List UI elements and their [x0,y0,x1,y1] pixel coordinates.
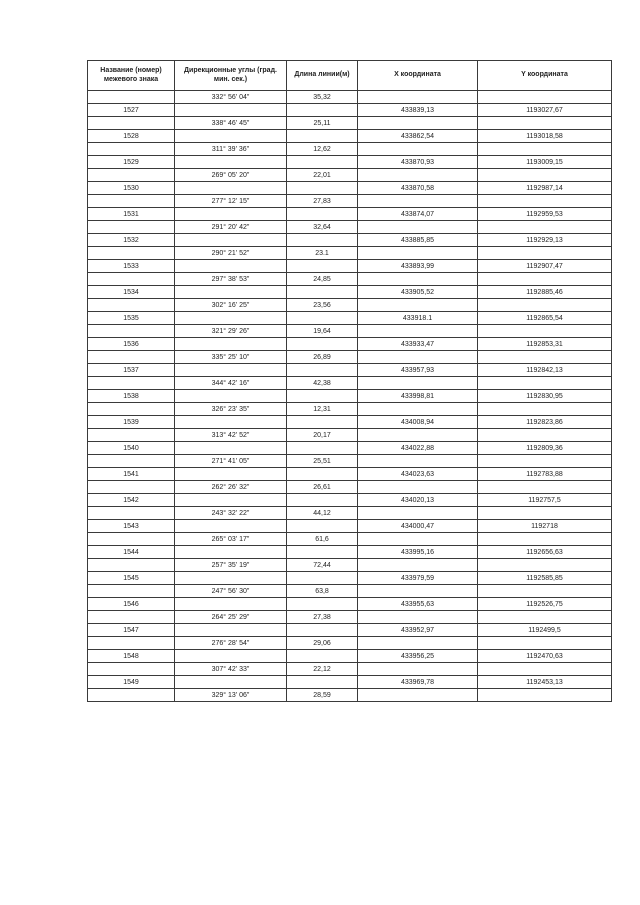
point-row [88,286,612,299]
line-length: 25,51 [287,455,358,468]
x-coordinate: 433955,63 [358,598,478,611]
segment-row [88,377,612,390]
segment-y-cell [478,481,612,494]
segment-y-cell [478,429,612,442]
point-row [88,156,612,169]
direction-angle: 332° 56' 04" [175,91,287,104]
header-direction-angles: Дирекционные углы (град. мин. сек.) [175,61,287,91]
point-row [88,260,612,273]
segment-x-cell [358,611,478,624]
x-coordinate: 433995,16 [358,546,478,559]
segment-name-cell [88,611,175,624]
segment-row [88,117,612,130]
header-y-coordinate: Y координата [478,61,612,91]
segment-y-cell [478,143,612,156]
line-length: 44,12 [287,507,358,520]
direction-angle: 271° 41' 05" [175,455,287,468]
point-row [88,468,612,481]
y-coordinate: 1192885,46 [478,286,612,299]
line-length: 61,6 [287,533,358,546]
segment-name-cell [88,429,175,442]
point-angle-cell [175,494,287,507]
segment-name-cell [88,299,175,312]
segment-y-cell [478,507,612,520]
header-marker-name: Название (номер) межевого знака [88,61,175,91]
segment-x-cell [358,637,478,650]
segment-name-cell [88,507,175,520]
direction-angle: 291° 20' 42" [175,221,287,234]
marker-name: 1529 [88,156,175,169]
segment-row [88,273,612,286]
line-length: 23.1 [287,247,358,260]
marker-name: 1535 [88,312,175,325]
point-angle-cell [175,338,287,351]
line-length: 25,11 [287,117,358,130]
point-length-cell [287,572,358,585]
direction-angle: 257° 35' 19" [175,559,287,572]
segment-name-cell [88,143,175,156]
segment-row [88,429,612,442]
direction-angle: 326° 23' 35" [175,403,287,416]
direction-angle: 269° 05' 20" [175,169,287,182]
segment-name-cell [88,273,175,286]
point-length-cell [287,234,358,247]
point-length-cell [287,624,358,637]
y-coordinate: 1193027,67 [478,104,612,117]
segment-y-cell [478,273,612,286]
point-length-cell [287,364,358,377]
line-length: 29,06 [287,637,358,650]
direction-angle: 277° 12' 15" [175,195,287,208]
marker-name: 1548 [88,650,175,663]
segment-name-cell [88,455,175,468]
marker-name: 1549 [88,676,175,689]
point-length-cell [287,286,358,299]
point-length-cell [287,260,358,273]
line-length: 19,64 [287,325,358,338]
point-row [88,624,612,637]
segment-row [88,455,612,468]
marker-name: 1536 [88,338,175,351]
marker-name: 1540 [88,442,175,455]
segment-name-cell [88,169,175,182]
segment-row [88,221,612,234]
segment-name-cell [88,221,175,234]
y-coordinate: 1192783,88 [478,468,612,481]
marker-name: 1533 [88,260,175,273]
direction-angle: 264° 25' 29" [175,611,287,624]
segment-y-cell [478,403,612,416]
point-row [88,442,612,455]
x-coordinate: 433893,99 [358,260,478,273]
marker-name: 1545 [88,572,175,585]
segment-x-cell [358,299,478,312]
segment-y-cell [478,195,612,208]
x-coordinate: 433957,93 [358,364,478,377]
point-length-cell [287,442,358,455]
segment-y-cell [478,117,612,130]
point-row [88,312,612,325]
x-coordinate: 433862,54 [358,130,478,143]
marker-name: 1528 [88,130,175,143]
point-row [88,676,612,689]
segment-y-cell [478,689,612,702]
point-row [88,234,612,247]
point-angle-cell [175,520,287,533]
point-length-cell [287,468,358,481]
line-length: 72,44 [287,559,358,572]
y-coordinate: 1192757,5 [478,494,612,507]
point-row [88,364,612,377]
line-length: 32,64 [287,221,358,234]
point-row [88,182,612,195]
point-angle-cell [175,182,287,195]
segment-row [88,143,612,156]
segment-x-cell [358,195,478,208]
point-length-cell [287,156,358,169]
segment-y-cell [478,533,612,546]
segment-row [88,247,612,260]
marker-name: 1537 [88,364,175,377]
x-coordinate: 434008,94 [358,416,478,429]
line-length: 26,89 [287,351,358,364]
point-length-cell [287,416,358,429]
point-length-cell [287,676,358,689]
marker-name: 1542 [88,494,175,507]
line-length: 35,32 [287,91,358,104]
marker-name: 1539 [88,416,175,429]
segment-y-cell [478,377,612,390]
segment-y-cell [478,325,612,338]
x-coordinate: 433933,47 [358,338,478,351]
segment-x-cell [358,481,478,494]
y-coordinate: 1192907,47 [478,260,612,273]
segment-y-cell [478,455,612,468]
segment-y-cell [478,585,612,598]
segment-x-cell [358,143,478,156]
segment-x-cell [358,325,478,338]
marker-name: 1541 [88,468,175,481]
x-coordinate: 433979,59 [358,572,478,585]
segment-y-cell [478,299,612,312]
segment-row [88,195,612,208]
segment-name-cell [88,663,175,676]
y-coordinate: 1192718 [478,520,612,533]
direction-angle: 313° 42' 52" [175,429,287,442]
point-row [88,104,612,117]
point-angle-cell [175,650,287,663]
y-coordinate: 1192865,54 [478,312,612,325]
y-coordinate: 1192470,63 [478,650,612,663]
point-angle-cell [175,624,287,637]
x-coordinate: 433870,58 [358,182,478,195]
segment-row [88,507,612,520]
y-coordinate: 1192842,13 [478,364,612,377]
segment-row [88,585,612,598]
segment-y-cell [478,221,612,234]
segment-name-cell [88,585,175,598]
segment-row [88,91,612,104]
y-coordinate: 1192823,86 [478,416,612,429]
marker-name: 1532 [88,234,175,247]
direction-angle: 344° 42' 16" [175,377,287,390]
segment-row [88,559,612,572]
segment-row [88,325,612,338]
segment-row [88,689,612,702]
segment-x-cell [358,403,478,416]
marker-name: 1531 [88,208,175,221]
direction-angle: 307° 42' 33" [175,663,287,676]
table-header-row [88,61,612,91]
segment-x-cell [358,91,478,104]
x-coordinate: 433918.1 [358,312,478,325]
x-coordinate: 433905,52 [358,286,478,299]
segment-x-cell [358,117,478,130]
x-coordinate: 433952,97 [358,624,478,637]
point-angle-cell [175,416,287,429]
segment-name-cell [88,325,175,338]
segment-x-cell [358,351,478,364]
point-angle-cell [175,286,287,299]
line-length: 23,56 [287,299,358,312]
point-angle-cell [175,208,287,221]
point-angle-cell [175,676,287,689]
point-row [88,494,612,507]
segment-name-cell [88,559,175,572]
direction-angle: 262° 26' 32" [175,481,287,494]
segment-x-cell [358,455,478,468]
segment-name-cell [88,195,175,208]
y-coordinate: 1192853,31 [478,338,612,351]
x-coordinate: 433839,13 [358,104,478,117]
marker-name: 1538 [88,390,175,403]
point-angle-cell [175,130,287,143]
segment-name-cell [88,533,175,546]
marker-name: 1547 [88,624,175,637]
segment-name-cell [88,689,175,702]
x-coordinate: 433870,93 [358,156,478,169]
line-length: 27,38 [287,611,358,624]
segment-y-cell [478,169,612,182]
line-length: 22,12 [287,663,358,676]
segment-x-cell [358,273,478,286]
point-row [88,598,612,611]
marker-name: 1544 [88,546,175,559]
point-row [88,390,612,403]
x-coordinate: 434000,47 [358,520,478,533]
point-angle-cell [175,468,287,481]
segment-name-cell [88,91,175,104]
direction-angle: 297° 38' 53" [175,273,287,286]
point-angle-cell [175,156,287,169]
point-row [88,416,612,429]
segment-y-cell [478,559,612,572]
segment-row [88,169,612,182]
segment-x-cell [358,429,478,442]
segment-row [88,611,612,624]
point-length-cell [287,390,358,403]
line-length: 22,01 [287,169,358,182]
segment-x-cell [358,377,478,390]
table-body [88,91,612,702]
segment-y-cell [478,91,612,104]
y-coordinate: 1192526,75 [478,598,612,611]
segment-row [88,481,612,494]
segment-row [88,299,612,312]
segment-name-cell [88,481,175,494]
point-row [88,546,612,559]
point-row [88,520,612,533]
x-coordinate: 433874,07 [358,208,478,221]
marker-name: 1543 [88,520,175,533]
direction-angle: 265° 03' 17" [175,533,287,546]
segment-x-cell [358,559,478,572]
point-length-cell [287,182,358,195]
y-coordinate: 1192830,95 [478,390,612,403]
marker-name: 1534 [88,286,175,299]
direction-angle: 243° 32' 22" [175,507,287,520]
segment-name-cell [88,117,175,130]
direction-angle: 302° 16' 25" [175,299,287,312]
segment-x-cell [358,247,478,260]
point-length-cell [287,130,358,143]
line-length: 42,38 [287,377,358,390]
line-length: 12,62 [287,143,358,156]
x-coordinate: 433956,25 [358,650,478,663]
point-length-cell [287,598,358,611]
point-length-cell [287,546,358,559]
header-x-coordinate: X координата [358,61,478,91]
segment-y-cell [478,247,612,260]
point-row [88,338,612,351]
direction-angle: 321° 29' 26" [175,325,287,338]
point-row [88,650,612,663]
segment-row [88,637,612,650]
segment-name-cell [88,351,175,364]
segment-x-cell [358,585,478,598]
segment-row [88,663,612,676]
segment-row [88,403,612,416]
point-angle-cell [175,234,287,247]
x-coordinate: 434022,88 [358,442,478,455]
segment-name-cell [88,377,175,390]
y-coordinate: 1192959,53 [478,208,612,221]
segment-y-cell [478,611,612,624]
x-coordinate: 434020,13 [358,494,478,507]
y-coordinate: 1192929,13 [478,234,612,247]
segment-row [88,533,612,546]
segment-x-cell [358,221,478,234]
direction-angle: 335° 25' 10" [175,351,287,364]
point-angle-cell [175,598,287,611]
x-coordinate: 434023,63 [358,468,478,481]
line-length: 27,83 [287,195,358,208]
line-length: 63,8 [287,585,358,598]
point-angle-cell [175,104,287,117]
y-coordinate: 1192499,5 [478,624,612,637]
point-angle-cell [175,572,287,585]
segment-y-cell [478,637,612,650]
direction-angle: 329° 13' 06" [175,689,287,702]
header-line-length: Длина линии(м) [287,61,358,91]
marker-name: 1527 [88,104,175,117]
direction-angle: 247° 56' 30" [175,585,287,598]
marker-name: 1546 [88,598,175,611]
segment-x-cell [358,533,478,546]
point-angle-cell [175,390,287,403]
line-length: 24,85 [287,273,358,286]
x-coordinate: 433998,81 [358,390,478,403]
line-length: 26,61 [287,481,358,494]
segment-name-cell [88,403,175,416]
point-length-cell [287,494,358,507]
point-row [88,130,612,143]
direction-angle: 290° 21' 52" [175,247,287,260]
x-coordinate: 433969,78 [358,676,478,689]
segment-x-cell [358,507,478,520]
segment-x-cell [358,689,478,702]
y-coordinate: 1193018,58 [478,130,612,143]
point-length-cell [287,312,358,325]
segment-y-cell [478,663,612,676]
line-length: 20,17 [287,429,358,442]
point-angle-cell [175,442,287,455]
y-coordinate: 1192987,14 [478,182,612,195]
marker-name: 1530 [88,182,175,195]
y-coordinate: 1192656,63 [478,546,612,559]
y-coordinate: 1192585,85 [478,572,612,585]
point-angle-cell [175,546,287,559]
point-length-cell [287,338,358,351]
line-length: 28,59 [287,689,358,702]
segment-name-cell [88,637,175,650]
y-coordinate: 1192809,36 [478,442,612,455]
segment-x-cell [358,169,478,182]
boundary-coordinates-table [87,60,612,702]
point-angle-cell [175,260,287,273]
point-angle-cell [175,364,287,377]
segment-x-cell [358,663,478,676]
segment-name-cell [88,247,175,260]
y-coordinate: 1192453,13 [478,676,612,689]
point-row [88,572,612,585]
line-length: 12,31 [287,403,358,416]
point-length-cell [287,208,358,221]
x-coordinate: 433885,85 [358,234,478,247]
point-length-cell [287,650,358,663]
segment-row [88,351,612,364]
direction-angle: 338° 46' 45" [175,117,287,130]
point-length-cell [287,104,358,117]
direction-angle: 276° 28' 54" [175,637,287,650]
direction-angle: 311° 39' 36" [175,143,287,156]
segment-y-cell [478,351,612,364]
point-row [88,208,612,221]
point-angle-cell [175,312,287,325]
point-length-cell [287,520,358,533]
y-coordinate: 1193009,15 [478,156,612,169]
